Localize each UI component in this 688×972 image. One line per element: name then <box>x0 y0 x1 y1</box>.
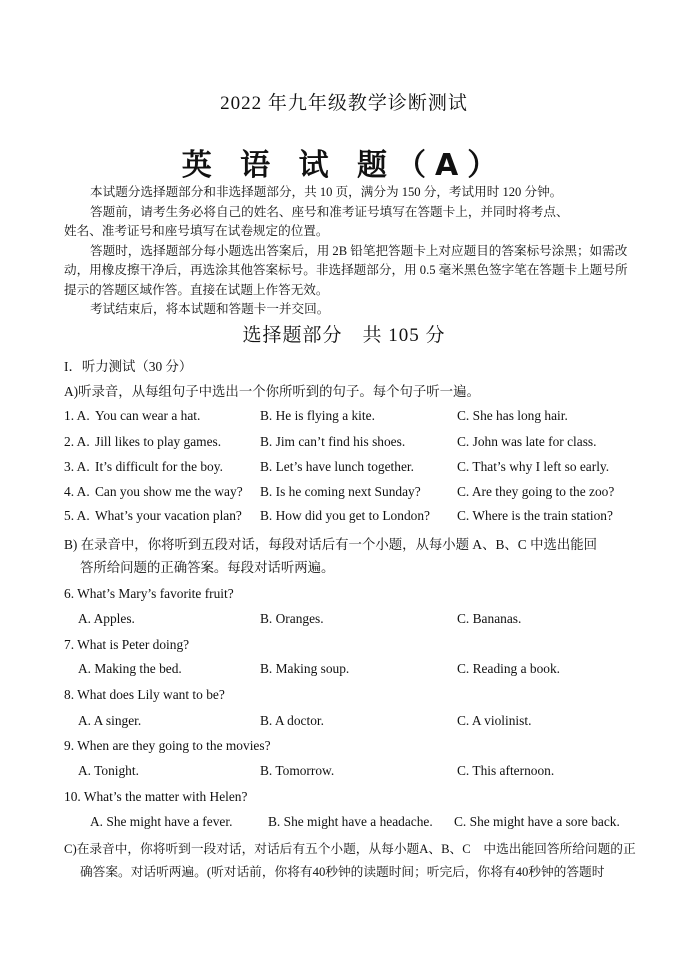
option-b: B. Let’s have lunch together. <box>260 459 414 474</box>
question-text: 6. What’s Mary’s favorite fruit? <box>64 586 234 601</box>
option-c: C. John was late for class. <box>457 434 597 449</box>
question-row <box>64 408 634 428</box>
question-text: 10. What’s the matter with Helen? <box>64 789 248 804</box>
option-c: C. Are they going to the zoo? <box>457 484 615 499</box>
question-number: 4. A. <box>64 484 90 499</box>
option-c: C. This afternoon. <box>457 763 555 778</box>
option-a: What’s your vacation plan? <box>95 508 242 523</box>
option-a: A. Tonight. <box>78 763 139 778</box>
question-row <box>64 484 634 504</box>
instruction-part-b-line2: 答所给问题的正确答案。每段对话听两遍。 <box>80 560 335 575</box>
answer-row <box>64 661 634 681</box>
option-b: B. Making soup. <box>260 661 350 676</box>
question-row <box>64 508 634 528</box>
option-a: A. A singer. <box>78 713 142 728</box>
instruction-part-c-line2: 确答案。对话听两遍。(听对话前，你将有40秒钟的读题时间；听完后，你将有40秒钟的答题时 <box>80 865 605 879</box>
question-number: 1. A. <box>64 408 90 423</box>
option-b: B. Oranges. <box>260 611 324 626</box>
instruction-part-a: A)听录音，从每组句子中选出一个你所听到的句子。每个句子听一遍。 <box>64 384 480 399</box>
option-b: B. Is he coming next Sunday? <box>260 484 421 499</box>
option-c: C. That’s why I left so early. <box>457 459 610 474</box>
question-number: 2. A. <box>64 434 90 449</box>
option-b: B. A doctor. <box>260 713 324 728</box>
option-a: Jill likes to play games. <box>95 434 222 449</box>
option-c: C. Bananas. <box>457 611 522 626</box>
answer-row <box>64 814 634 834</box>
option-a: Can you show me the way? <box>95 484 243 499</box>
option-c: C. Reading a book. <box>457 661 561 676</box>
option-c: C. A violinist. <box>457 713 532 728</box>
option-a: A. She might have a fever. <box>90 814 233 829</box>
exam-title: 英 语 试 题（A） <box>181 148 507 183</box>
option-a: You can wear a hat. <box>95 408 201 423</box>
question-text: 8. What does Lily want to be? <box>64 687 225 702</box>
option-c: C. Where is the train station? <box>457 508 613 523</box>
note-answering-rules: 答题时，选择题部分每小题选出答案后，用 2B 铅笔把答题卡上对应题目的答案标号涂黑；如需改动，用橡皮擦干净后，再选涂其他答案标号。非选择题部分，用 0.5 毫米黑色签字笔在答题卡上题号所提示的答题区域作答。直接在试题上作答无效。 <box>64 243 628 297</box>
note-before-answering: 答题前，请考生务必将自己的姓名、座号和准考证号填写在答题卡上，并同时将考点、 <box>90 204 569 219</box>
note-before-answering-cont: 姓名、准考证号和座号填写在试卷规定的位置。 <box>64 224 329 238</box>
option-b: B. How did you get to London? <box>260 508 430 523</box>
instruction-part-b-line1: B) 在录音中，你将听到五段对话，每段对话后有一个小题，从每小题 A、B、C 中选出能回 <box>64 537 598 552</box>
instruction-part-c <box>64 838 636 884</box>
note-after-exam: 考试结束后，将本试题和答题卡一并交回。 <box>90 302 330 316</box>
question-number: 5. A. <box>64 508 90 523</box>
option-c: C. She might have a sore back. <box>454 814 620 829</box>
question-row <box>64 434 634 454</box>
question-text: 9. When are they going to the movies? <box>64 738 271 753</box>
option-b: B. She might have a headache. <box>268 814 433 829</box>
answer-row <box>64 611 634 631</box>
answer-row <box>64 713 634 733</box>
option-a: A. Apples. <box>78 611 135 626</box>
question-number: 3. A. <box>64 459 90 474</box>
option-b: B. He is flying a kite. <box>260 408 375 423</box>
option-b: B. Tomorrow. <box>260 763 335 778</box>
option-a: It’s difficult for the boy. <box>95 459 223 474</box>
exam-name: 2022 年九年级教学诊断测试 <box>220 93 468 114</box>
note-paper-info: 本试题分选择题部分和非选择题部分，共 10 页，满分为 150 分，考试用时 120 分钟。 <box>90 185 563 199</box>
exam-notes <box>64 183 634 320</box>
option-b: B. Jim can’t find his shoes. <box>260 434 406 449</box>
answer-row <box>64 763 634 783</box>
question-text: 7. What is Peter doing? <box>64 637 190 652</box>
section-title: 选择题部分 共 105 分 <box>242 325 446 346</box>
option-c: C. She has long hair. <box>457 408 568 423</box>
question-row <box>64 459 634 479</box>
option-a: A. Making the bed. <box>78 661 182 676</box>
instruction-part-c-line1: C)在录音中，你将听到一段对话，对话后有五个小题，从每小题A、B、C 中选出能回答所给问题的正 <box>64 842 636 856</box>
part-heading-listening: I．听力测试（30 分） <box>64 359 193 374</box>
instruction-part-b <box>64 533 634 579</box>
